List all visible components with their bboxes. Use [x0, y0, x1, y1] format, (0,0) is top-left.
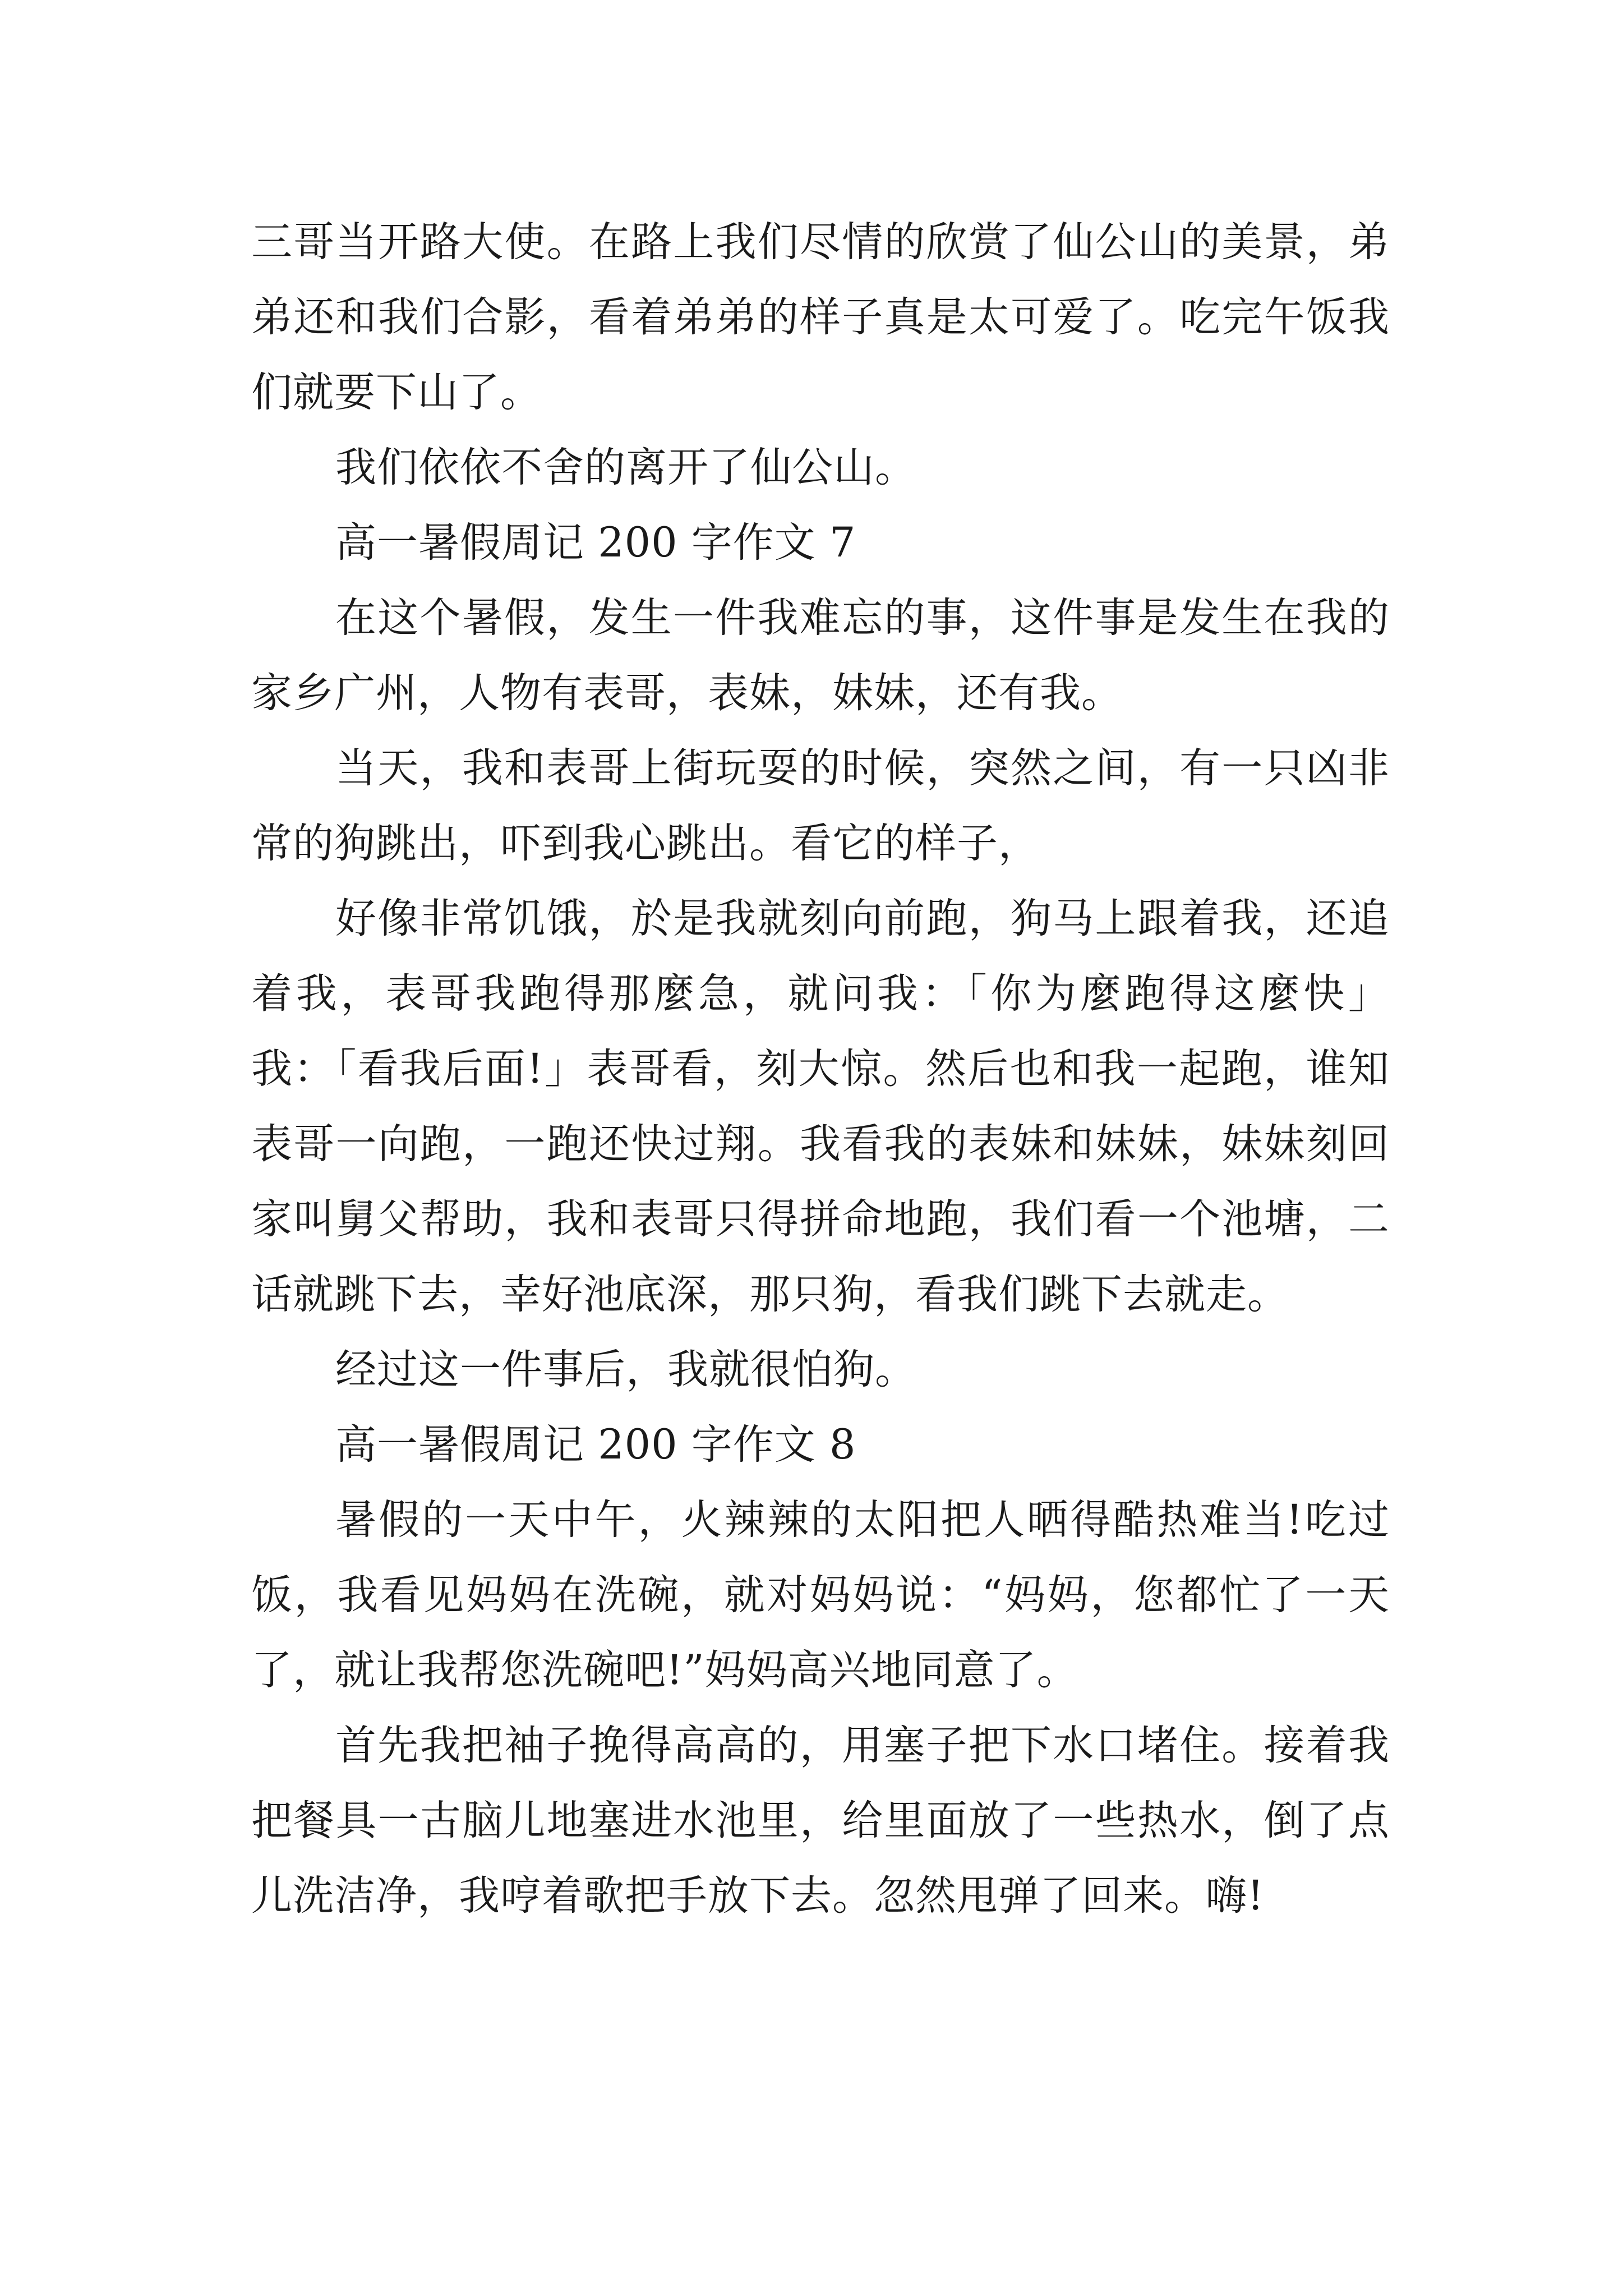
paragraph-washing-dishes: 暑假的一天中午，火辣辣的太阳把人晒得酷热难当!吃过饭，我看见妈妈在洗碗，就对妈妈说：“妈妈，您都忙了一天了，就让我帮您洗碗吧!”妈妈高兴地同意了。: [251, 1496, 1390, 1694]
paragraph-dog-appears: 当天，我和表哥上街玩耍的时候，突然之间，有一只凶非常的狗跳出，吓到我心跳出。看它的样子，: [251, 744, 1390, 867]
paragraph-continuation: 三哥当开路大使。在路上我们尽情的欣赏了仙公山的美景，弟弟还和我们合影，看着弟弟的样子真是太可爱了。吃完午饭我们就要下山了。: [251, 218, 1390, 416]
essay-heading-8: 高一暑假周记 200 字作文 8: [335, 1421, 856, 1469]
paragraph-afraid-of-dogs: 经过这一件事后，我就很怕狗。: [335, 1346, 916, 1393]
paragraph-leaving-mountain: 我们依依不舍的离开了仙公山。: [335, 444, 916, 491]
paragraph-summer-event: 在这个暑假，发生一件我难忘的事，这件事是发生在我的家乡广州，人物有表哥，表妹，妹妹，还有我。: [251, 594, 1390, 717]
essay-heading-7: 高一暑假周记 200 字作文 7: [335, 519, 856, 567]
document-page: [251, 205, 1390, 1934]
paragraph-washing-steps: 首先我把袖子挽得高高的，用塞子把下水口堵住。接着我把餐具一古脑儿地塞进水池里，给里面放了一些热水，倒了点儿洗洁净，我哼着歌把手放下去。忽然甩弹了回来。嗨!: [251, 1722, 1390, 1920]
paragraph-running: 好像非常饥饿，於是我就刻向前跑，狗马上跟着我，还追着我，表哥我跑得那麼急，就问我：「你为麼跑得这麼快」我：「看我后面!」表哥看，刻大惊。然后也和我一起跑，谁知表哥一向跑，一跑还快过翔。我看我的表妹和妹妹，妹妹刻回家叫舅父帮助，我和表哥只得拼命地跑，我们看一个池塘，二话就跳下去，幸好池底深，那只狗，看我们跳下去就走。: [251, 895, 1390, 1318]
